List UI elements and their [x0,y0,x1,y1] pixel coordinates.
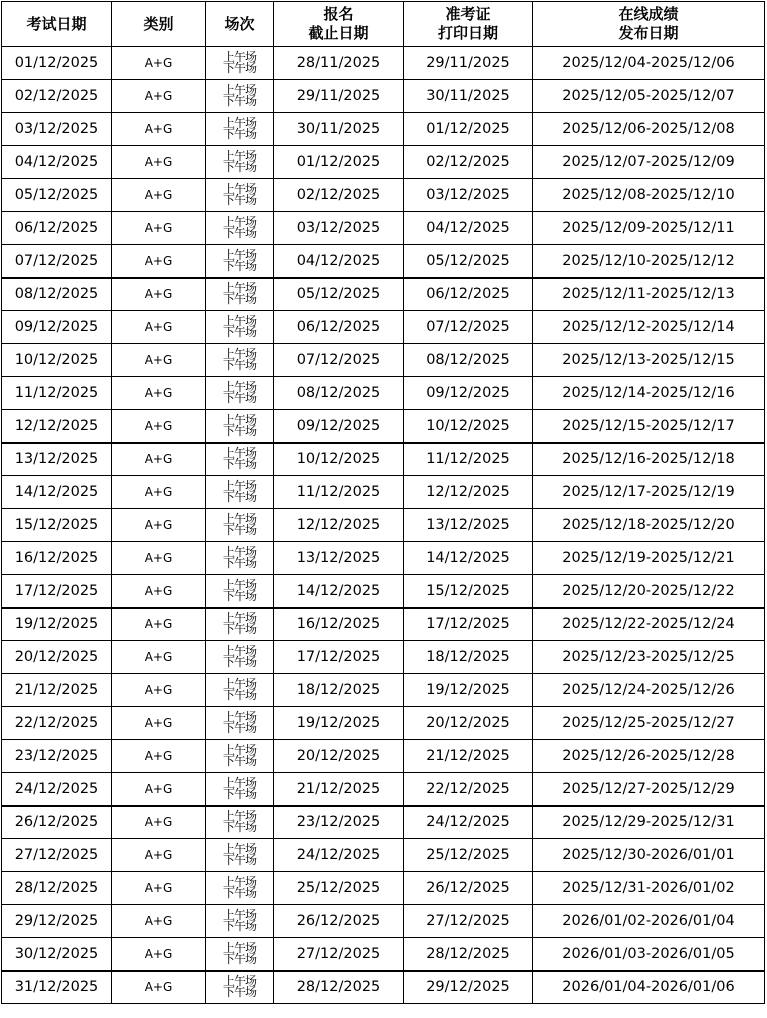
table-row [2,410,765,443]
session-cell [206,608,274,641]
session-morning-label: 上午场 [222,809,256,824]
category-cell: A+G [112,212,206,245]
score-release-date-cell: 2025/12/07-2025/12/09 [533,146,765,179]
category-cell: A+G [112,575,206,608]
session-afternoon-label: 下午场 [222,588,256,603]
score-release-date-cell: 2025/12/08-2025/12/10 [533,179,765,212]
session-cell [206,443,274,476]
category-cell: A+G [112,146,206,179]
category-cell: A+G [112,344,206,377]
category-cell: A+G [112,839,206,872]
header-registration-deadline [274,2,404,47]
session-afternoon-label: 下午场 [222,919,256,933]
session-afternoon-label: 下午场 [222,160,256,174]
score-release-date-cell: 2025/12/27-2025/12/29 [533,773,765,806]
exam-date-cell: 21/12/2025 [2,674,112,707]
registration-deadline-cell: 24/12/2025 [274,839,404,872]
session-morning-label: 上午场 [222,743,256,757]
category-cell: A+G [112,641,206,674]
header-session [206,2,274,47]
session-morning-label: 上午场 [222,479,256,493]
header-session-label: 场次 [224,14,255,33]
ticket-print-date-cell: 03/12/2025 [404,179,533,212]
registration-deadline-cell: 06/12/2025 [274,311,404,344]
registration-deadline-cell: 17/12/2025 [274,641,404,674]
session-morning-label: 上午场 [222,412,256,427]
score-release-date-cell: 2025/12/16-2025/12/18 [533,443,765,476]
session-afternoon-label: 下午场 [222,523,256,537]
header-exam-date [2,2,112,47]
category-cell: A+G [112,707,206,740]
session-cell [206,146,274,179]
exam-date-cell: 01/12/2025 [2,47,112,80]
session-cell [206,575,274,608]
category-cell: A+G [112,476,206,509]
table-row [2,674,765,707]
session-morning-label: 上午场 [222,545,256,559]
ticket-print-date-cell: 14/12/2025 [404,542,533,575]
session-afternoon-label: 下午场 [222,688,256,702]
session-afternoon-label: 下午场 [222,258,256,273]
table-row [2,872,765,905]
session-cell [206,311,274,344]
session-afternoon-label: 下午场 [222,622,256,637]
session-morning-label: 上午场 [222,116,256,130]
table-header [2,2,765,47]
ticket-print-date-cell: 26/12/2025 [404,872,533,905]
session-morning-label: 上午场 [222,83,256,97]
exam-date-cell: 23/12/2025 [2,740,112,773]
registration-deadline-cell: 27/12/2025 [274,938,404,971]
registration-deadline-cell: 12/12/2025 [274,509,404,542]
session-morning-label: 上午场 [222,314,256,328]
exam-date-cell: 07/12/2025 [2,245,112,278]
ticket-print-date-cell: 25/12/2025 [404,839,533,872]
session-cell [206,212,274,245]
score-release-date-cell: 2025/12/17-2025/12/19 [533,476,765,509]
score-release-date-cell: 2025/12/29-2025/12/31 [533,806,765,839]
score-release-date-cell: 2025/12/18-2025/12/20 [533,509,765,542]
registration-deadline-cell: 28/11/2025 [274,47,404,80]
session-cell [206,377,274,410]
exam-date-cell: 26/12/2025 [2,806,112,839]
category-cell: A+G [112,509,206,542]
ticket-print-date-cell: 19/12/2025 [404,674,533,707]
category-cell: A+G [112,905,206,938]
score-release-date-cell: 2025/12/23-2025/12/25 [533,641,765,674]
session-afternoon-label: 下午场 [222,820,256,835]
session-morning-label: 上午场 [222,149,256,163]
registration-deadline-cell: 08/12/2025 [274,377,404,410]
exam-date-cell: 24/12/2025 [2,773,112,806]
table-row [2,905,765,938]
session-cell [206,905,274,938]
exam-date-cell: 05/12/2025 [2,179,112,212]
registration-deadline-cell: 20/12/2025 [274,740,404,773]
exam-date-cell: 27/12/2025 [2,839,112,872]
ticket-print-date-cell: 04/12/2025 [404,212,533,245]
session-cell [206,245,274,278]
exam-date-cell: 17/12/2025 [2,575,112,608]
exam-date-cell: 14/12/2025 [2,476,112,509]
score-release-date-cell: 2026/01/03-2026/01/05 [533,938,765,971]
ticket-print-date-cell: 15/12/2025 [404,575,533,608]
session-afternoon-label: 下午场 [222,985,256,1000]
category-cell: A+G [112,47,206,80]
category-cell: A+G [112,443,206,476]
ticket-print-date-cell: 30/11/2025 [404,80,533,113]
exam-date-cell: 04/12/2025 [2,146,112,179]
ticket-print-date-cell: 27/12/2025 [404,905,533,938]
session-afternoon-label: 下午场 [222,358,256,372]
ticket-print-date-cell: 12/12/2025 [404,476,533,509]
session-afternoon-label: 下午场 [222,655,256,669]
ticket-print-date-cell: 24/12/2025 [404,806,533,839]
header-score-line1: 在线成绩 [618,5,679,23]
session-morning-label: 上午场 [222,446,256,461]
registration-deadline-cell: 02/12/2025 [274,179,404,212]
score-release-date-cell: 2025/12/26-2025/12/28 [533,740,765,773]
session-morning-label: 上午场 [222,380,256,394]
session-morning-label: 上午场 [222,247,256,262]
registration-deadline-cell: 21/12/2025 [274,773,404,806]
category-cell: A+G [112,938,206,971]
category-cell: A+G [112,773,206,806]
session-morning-label: 上午场 [222,908,256,922]
table-row [2,839,765,872]
table-row [2,509,765,542]
exam-date-cell: 02/12/2025 [2,80,112,113]
session-afternoon-label: 下午场 [222,886,256,900]
registration-deadline-cell: 03/12/2025 [274,212,404,245]
ticket-print-date-cell: 28/12/2025 [404,938,533,971]
registration-deadline-cell: 25/12/2025 [274,872,404,905]
ticket-print-date-cell: 05/12/2025 [404,245,533,278]
ticket-print-date-cell: 13/12/2025 [404,509,533,542]
registration-deadline-cell: 19/12/2025 [274,707,404,740]
category-cell: A+G [112,311,206,344]
ticket-print-date-cell: 01/12/2025 [404,113,533,146]
header-score-release-date [533,2,765,47]
session-afternoon-label: 下午场 [222,721,256,735]
category-cell: A+G [112,542,206,575]
registration-deadline-cell: 07/12/2025 [274,344,404,377]
registration-deadline-cell: 18/12/2025 [274,674,404,707]
table-row [2,641,765,674]
session-cell [206,740,274,773]
registration-deadline-cell: 14/12/2025 [274,575,404,608]
table-row [2,608,765,641]
table-row [2,47,765,80]
table-row [2,212,765,245]
ticket-print-date-cell: 17/12/2025 [404,608,533,641]
exam-date-cell: 11/12/2025 [2,377,112,410]
registration-deadline-cell: 16/12/2025 [274,608,404,641]
session-afternoon-label: 下午场 [222,61,256,75]
ticket-print-date-cell: 21/12/2025 [404,740,533,773]
table-row [2,740,765,773]
category-cell: A+G [112,971,206,1004]
session-morning-label: 上午场 [222,512,256,526]
score-release-date-cell: 2025/12/09-2025/12/11 [533,212,765,245]
score-release-date-cell: 2025/12/19-2025/12/21 [533,542,765,575]
score-release-date-cell: 2025/12/15-2025/12/17 [533,410,765,443]
session-afternoon-label: 下午场 [222,423,256,438]
registration-deadline-cell: 13/12/2025 [274,542,404,575]
session-cell [206,80,274,113]
score-release-date-cell: 2026/01/02-2026/01/04 [533,905,765,938]
exam-date-cell: 31/12/2025 [2,971,112,1004]
session-cell [206,806,274,839]
registration-deadline-cell: 05/12/2025 [274,278,404,311]
session-cell [206,509,274,542]
score-release-date-cell: 2025/12/12-2025/12/14 [533,311,765,344]
exam-date-cell: 06/12/2025 [2,212,112,245]
ticket-print-date-cell: 07/12/2025 [404,311,533,344]
table-row [2,575,765,608]
exam-date-cell: 22/12/2025 [2,707,112,740]
registration-deadline-cell: 11/12/2025 [274,476,404,509]
registration-deadline-cell: 23/12/2025 [274,806,404,839]
exam-date-cell: 30/12/2025 [2,938,112,971]
score-release-date-cell: 2025/12/13-2025/12/15 [533,344,765,377]
table-row [2,146,765,179]
session-morning-label: 上午场 [222,875,256,889]
category-cell: A+G [112,410,206,443]
header-row [2,2,765,47]
exam-date-cell: 12/12/2025 [2,410,112,443]
table-row [2,806,765,839]
table-row [2,311,765,344]
header-ticket-print-date [404,2,533,47]
ticket-print-date-cell: 18/12/2025 [404,641,533,674]
header-ticket-line1: 准考证 [445,5,491,23]
table-row [2,245,765,278]
header-score-line2: 发布日期 [618,24,679,42]
score-release-date-cell: 2025/12/04-2025/12/06 [533,47,765,80]
session-afternoon-label: 下午场 [222,193,256,207]
table-row [2,344,765,377]
exam-date-cell: 13/12/2025 [2,443,112,476]
ticket-print-date-cell: 09/12/2025 [404,377,533,410]
header-registration-line1: 报名 [323,5,354,23]
session-morning-label: 上午场 [222,347,256,361]
session-morning-label: 上午场 [222,182,256,196]
ticket-print-date-cell: 29/11/2025 [404,47,533,80]
score-release-date-cell: 2025/12/24-2025/12/26 [533,674,765,707]
score-release-date-cell: 2025/12/06-2025/12/08 [533,113,765,146]
category-cell: A+G [112,806,206,839]
registration-deadline-cell: 10/12/2025 [274,443,404,476]
category-cell: A+G [112,278,206,311]
category-cell: A+G [112,113,206,146]
exam-date-cell: 19/12/2025 [2,608,112,641]
session-cell [206,773,274,806]
table-row [2,476,765,509]
header-exam-date-label: 考试日期 [26,14,87,33]
header-registration-line2: 截止日期 [308,24,369,42]
session-cell [206,872,274,905]
registration-deadline-cell: 04/12/2025 [274,245,404,278]
table-row [2,377,765,410]
session-afternoon-label: 下午场 [222,853,256,867]
session-morning-label: 上午场 [222,940,256,955]
session-morning-label: 上午场 [222,215,256,229]
registration-deadline-cell: 01/12/2025 [274,146,404,179]
session-cell [206,839,274,872]
ticket-print-date-cell: 22/12/2025 [404,773,533,806]
score-release-date-cell: 2025/12/20-2025/12/22 [533,575,765,608]
ticket-print-date-cell: 11/12/2025 [404,443,533,476]
session-morning-label: 上午场 [222,50,256,64]
header-ticket-line2: 打印日期 [437,24,498,42]
registration-deadline-cell: 09/12/2025 [274,410,404,443]
table-row [2,542,765,575]
registration-deadline-cell: 26/12/2025 [274,905,404,938]
session-morning-label: 上午场 [222,281,256,296]
session-morning-label: 上午场 [222,611,256,626]
category-cell: A+G [112,377,206,410]
table-row [2,707,765,740]
exam-date-cell: 10/12/2025 [2,344,112,377]
table-row [2,443,765,476]
session-morning-label: 上午场 [222,577,256,592]
exam-date-cell: 03/12/2025 [2,113,112,146]
session-morning-label: 上午场 [222,644,256,658]
score-release-date-cell: 2025/12/05-2025/12/07 [533,80,765,113]
session-afternoon-label: 下午场 [222,292,256,307]
session-cell [206,641,274,674]
score-release-date-cell: 2025/12/25-2025/12/27 [533,707,765,740]
table-row [2,938,765,971]
session-cell [206,476,274,509]
category-cell: A+G [112,740,206,773]
table-row [2,278,765,311]
exam-date-cell: 09/12/2025 [2,311,112,344]
table-row [2,971,765,1004]
exam-date-cell: 29/12/2025 [2,905,112,938]
score-release-date-cell: 2025/12/14-2025/12/16 [533,377,765,410]
category-cell: A+G [112,179,206,212]
table-row [2,113,765,146]
registration-deadline-cell: 30/11/2025 [274,113,404,146]
category-cell: A+G [112,245,206,278]
ticket-print-date-cell: 29/12/2025 [404,971,533,1004]
session-cell [206,938,274,971]
score-release-date-cell: 2025/12/30-2026/01/01 [533,839,765,872]
session-cell [206,410,274,443]
category-cell: A+G [112,872,206,905]
session-morning-label: 上午场 [222,775,256,790]
header-category-label: 类别 [143,14,174,33]
session-afternoon-label: 下午场 [222,490,256,504]
session-afternoon-label: 下午场 [222,754,256,768]
session-cell [206,674,274,707]
session-cell [206,47,274,80]
score-release-date-cell: 2025/12/10-2025/12/12 [533,245,765,278]
session-morning-label: 上午场 [222,974,256,989]
session-afternoon-label: 下午场 [222,391,256,405]
exam-date-cell: 15/12/2025 [2,509,112,542]
ticket-print-date-cell: 10/12/2025 [404,410,533,443]
ticket-print-date-cell: 06/12/2025 [404,278,533,311]
ticket-print-date-cell: 20/12/2025 [404,707,533,740]
session-afternoon-label: 下午场 [222,325,256,339]
category-cell: A+G [112,80,206,113]
ticket-print-date-cell: 08/12/2025 [404,344,533,377]
session-morning-label: 上午场 [222,842,256,856]
session-afternoon-label: 下午场 [222,556,256,570]
session-afternoon-label: 下午场 [222,786,256,801]
session-morning-label: 上午场 [222,677,256,691]
table-row [2,179,765,212]
table-body [2,47,765,1004]
session-afternoon-label: 下午场 [222,226,256,240]
score-release-date-cell: 2025/12/11-2025/12/13 [533,278,765,311]
session-afternoon-label: 下午场 [222,94,256,108]
header-category [112,2,206,47]
session-cell [206,707,274,740]
table-row [2,773,765,806]
score-release-date-cell: 2025/12/22-2025/12/24 [533,608,765,641]
exam-date-cell: 28/12/2025 [2,872,112,905]
registration-deadline-cell: 28/12/2025 [274,971,404,1004]
category-cell: A+G [112,674,206,707]
session-afternoon-label: 下午场 [222,951,256,966]
session-cell [206,179,274,212]
category-cell: A+G [112,608,206,641]
registration-deadline-cell: 29/11/2025 [274,80,404,113]
session-cell [206,113,274,146]
session-morning-label: 上午场 [222,710,256,724]
session-cell [206,542,274,575]
session-cell [206,971,274,1004]
session-afternoon-label: 下午场 [222,127,256,141]
exam-date-cell: 16/12/2025 [2,542,112,575]
exam-schedule-table [1,1,765,1004]
session-cell [206,278,274,311]
ticket-print-date-cell: 02/12/2025 [404,146,533,179]
exam-date-cell: 08/12/2025 [2,278,112,311]
table-row [2,80,765,113]
exam-date-cell: 20/12/2025 [2,641,112,674]
session-cell [206,344,274,377]
score-release-date-cell: 2025/12/31-2026/01/02 [533,872,765,905]
score-release-date-cell: 2026/01/04-2026/01/06 [533,971,765,1004]
session-afternoon-label: 下午场 [222,457,256,472]
